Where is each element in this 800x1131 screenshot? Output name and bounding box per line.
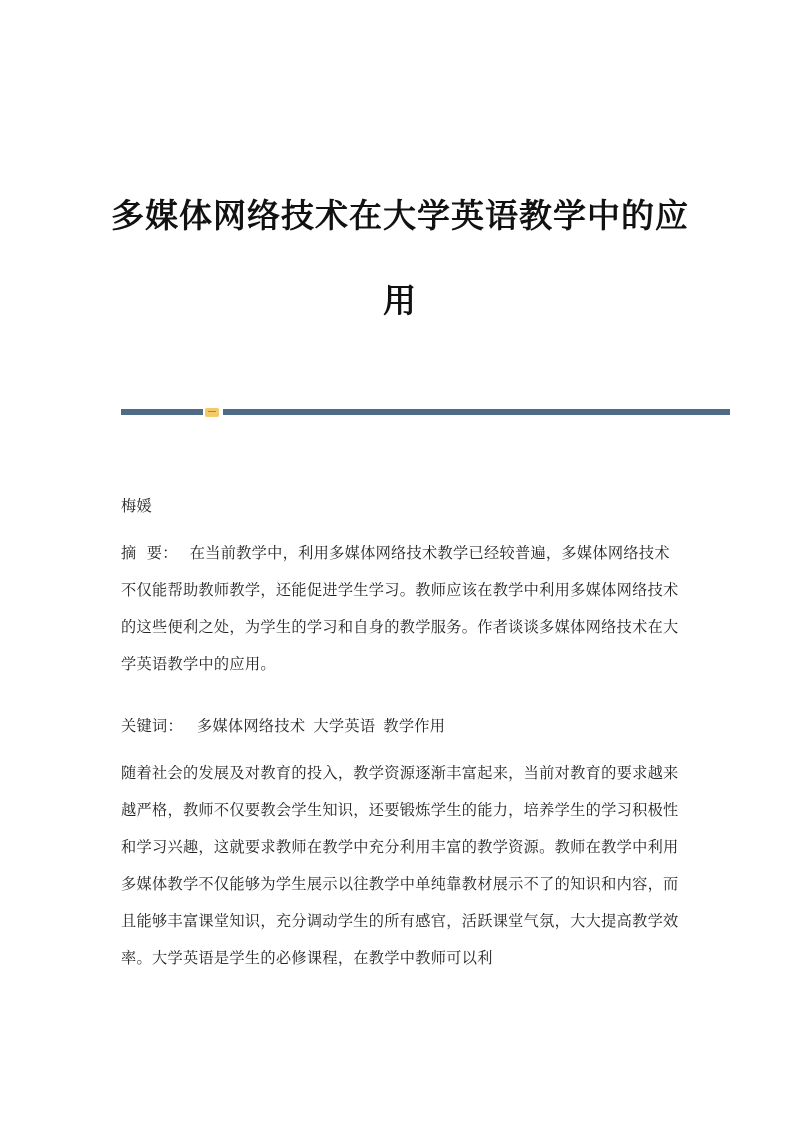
keyword-item: 教学作用 [383,717,446,735]
author-name: 梅媛 [121,497,152,515]
abstract-label: 摘 要： [121,544,178,562]
divider-bar-left [121,409,203,415]
title-divider [121,408,730,416]
divider-bar-right [223,409,730,415]
keywords [121,708,681,745]
keyword-item: 多媒体网络技术 [196,717,306,735]
keywords-label: 关键词： [121,717,183,735]
keyword-item: 大学英语 [313,717,376,735]
abstract-text: 在当前教学中，利用多媒体网络技术教学已经较普遍，多媒体网络技术不仅能帮助教师教学，还能促进学生学习。教师应该在教学中利用多媒体网络技术的这些便利之处，为学生的学习和自身的教学服务。作者谈谈多媒体网络技术在大学英语教学中的应用。 [121,544,679,673]
divider-badge-icon [205,408,219,417]
abstract [121,535,681,683]
document-title-line-2: 用 [383,281,417,320]
document-title-line-1: 多媒体网络技术在大学英语教学中的应 [111,196,689,235]
body-paragraph: 随着社会的发展及对教育的投入，教学资源逐渐丰富起来，当前对教育的要求越来越严格，教师不仅要教会学生知识，还要锻炼学生的能力，培养学生的学习积极性和学习兴趣，这就要求教师在教学中充分利用丰富的教学资源。教师在教学中利用多媒体教学不仅能够为学生展示以往教学中单纯靠教材展示不了的知识和内容，而且能够丰富课堂知识，充分调动学生的所有感官，活跃课堂气氛，大大提高教学效率。大学英语是学生的必修课程，在教学中教师可以利 [121,764,679,967]
